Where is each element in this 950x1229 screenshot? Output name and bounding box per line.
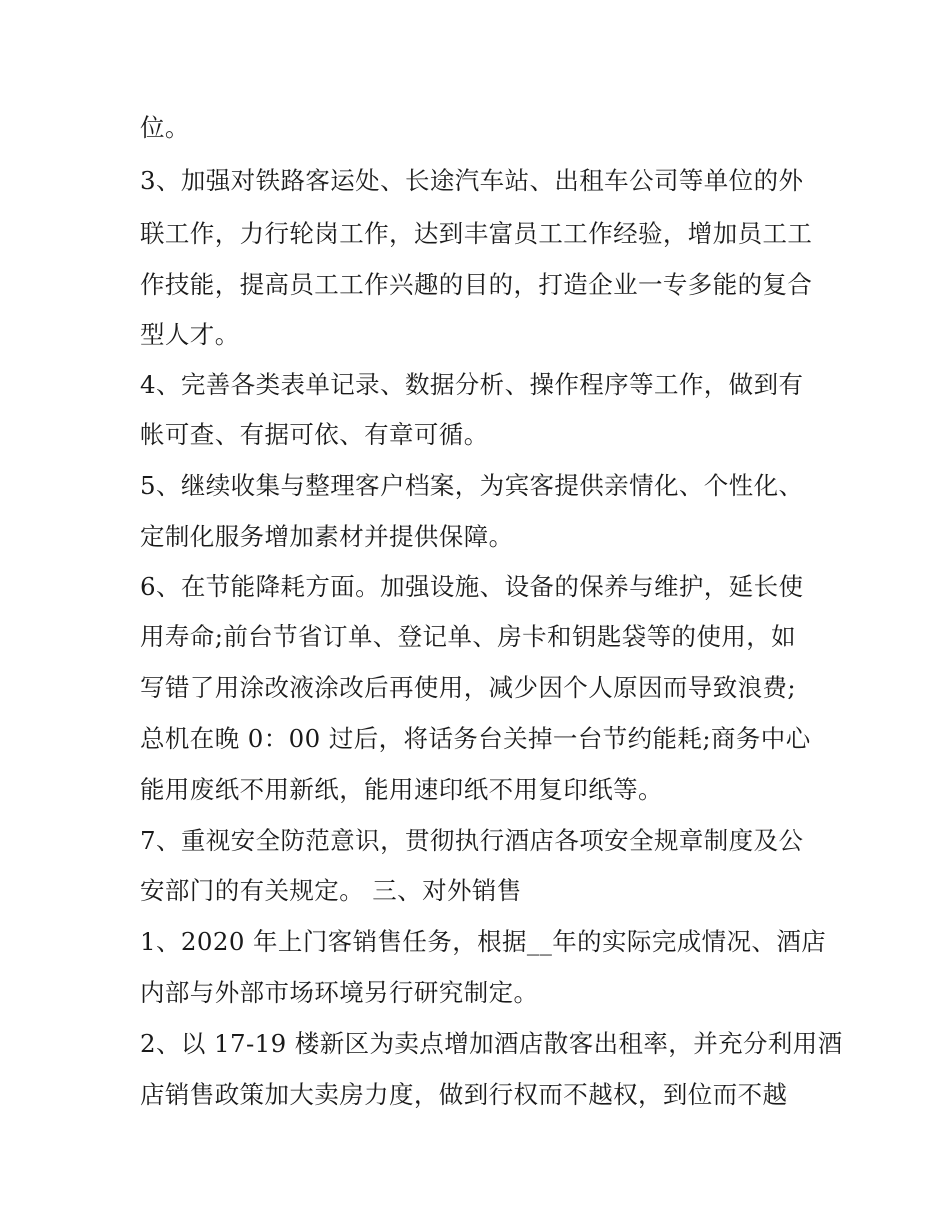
text-line: 帐可查、有据可依、有章可循。 <box>140 420 489 449</box>
text-line: 店销售政策加大卖房力度，做到行权而不越权，到位而不越 <box>140 1080 788 1109</box>
text-line: 5、继续收集与整理客户档案，为宾客提供亲情化、个性化、 <box>140 471 804 500</box>
text-line: 作技能，提高员工工作兴趣的目的，打造企业一专多能的复合 <box>140 270 813 299</box>
text-line: 2、以 17-19 楼新区为卖点增加酒店散客出租率，并充分利用酒 <box>140 1029 843 1058</box>
text-line: 型人才。 <box>140 320 240 349</box>
text-line: 1、2020 年上门客销售任务，根据__年的实际完成情况、酒店 <box>140 927 827 956</box>
text-line: 总机在晚 0：00 过后，将话务台关掉一台节约能耗;商务中心 <box>140 724 811 753</box>
text-line: 联工作，力行轮岗工作，达到丰富员工工作经验，增加员工工 <box>140 219 813 248</box>
text-line: 6、在节能降耗方面。加强设施、设备的保养与维护，延长使 <box>140 572 804 601</box>
text-line: 7、重视安全防范意识，贯彻执行酒店各项安全规章制度及公 <box>140 826 804 855</box>
text-line: 安部门的有关规定。 三、对外销售 <box>140 876 522 905</box>
text-line: 位。 <box>140 113 190 142</box>
text-line: 定制化服务增加素材并提供保障。 <box>140 522 514 551</box>
text-line: 内部与外部市场环境另行研究制定。 <box>140 978 539 1007</box>
text-line: 用寿命;前台节省订单、登记单、房卡和钥匙袋等的使用，如 <box>140 622 797 651</box>
text-line: 4、完善各类表单记录、数据分析、操作程序等工作，做到有 <box>140 370 804 399</box>
text-line: 写错了用涂改液涂改后再使用，减少因个人原因而导致浪费; <box>140 673 797 702</box>
text-line: 3、加强对铁路客运处、长途汽车站、出租车公司等单位的外 <box>140 166 804 195</box>
text-line: 能用废纸不用新纸，能用速印纸不用复印纸等。 <box>140 775 663 804</box>
